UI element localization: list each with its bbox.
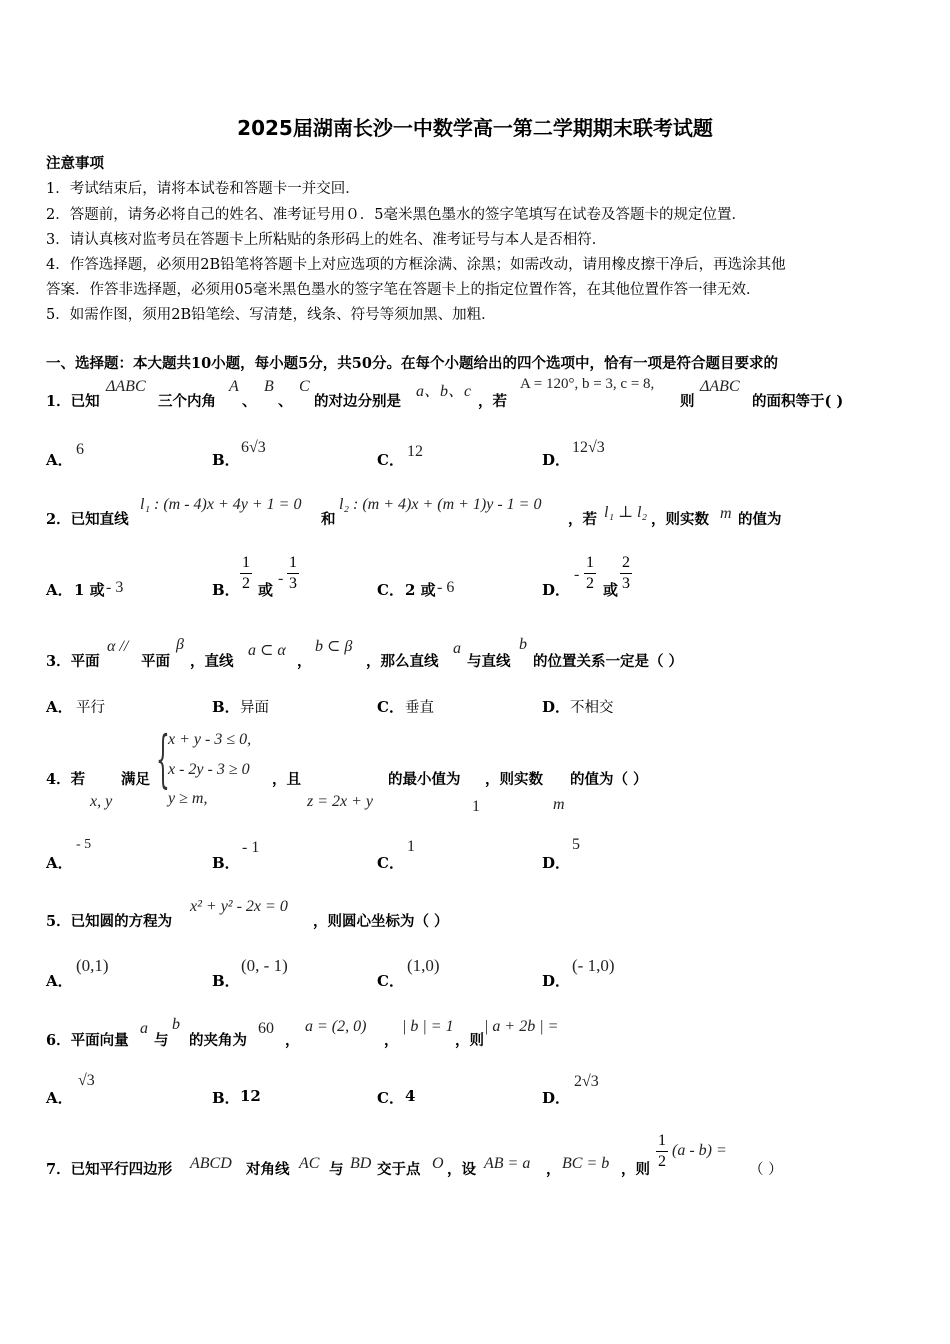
q3-math: b ⊂ β (315, 638, 353, 655)
q7-math: BC = b (562, 1155, 610, 1172)
option-text: 1 或 (74, 581, 105, 599)
option-label[interactable]: A． (46, 581, 73, 599)
q7-math: O (432, 1155, 444, 1172)
option-label[interactable]: C． (377, 581, 404, 599)
q6-text: 6．平面向量 (46, 1032, 129, 1049)
q3-math: b (519, 636, 527, 653)
option-value: 平行 (76, 700, 105, 716)
q1-text: ，若 (478, 393, 507, 410)
q4-text: 的值为（ ） (570, 771, 648, 788)
option-label[interactable]: A． (46, 854, 73, 872)
q7-text: 7．已知平行四边形 (46, 1161, 173, 1178)
q2-line1: l₁ : (m - 4)x + 4y + 1 = 0 (140, 496, 302, 513)
q4-z: z = 2x + y (307, 793, 374, 810)
option-label[interactable]: B． (212, 1089, 240, 1107)
q7-math: AC (299, 1155, 320, 1172)
q6-angle: 60 (258, 1020, 274, 1037)
option-value: (0,1) (76, 956, 109, 975)
option-value: 6 (76, 441, 84, 458)
q1-text: 的对边分别是 (314, 393, 401, 410)
q7-text: 与 (329, 1161, 344, 1178)
option-label[interactable]: C． (377, 698, 404, 716)
option-label[interactable]: C． (377, 451, 404, 469)
q6-text: ， (285, 1032, 300, 1049)
q1-condition: A = 120°, b = 3, c = 8, (520, 376, 655, 392)
q7-text: 交于点 (377, 1161, 421, 1178)
q1-text: 、 (242, 393, 257, 410)
q6-text: 与 (154, 1032, 169, 1049)
option-value: - 1 (242, 839, 260, 856)
option-value: - 6 (437, 579, 455, 596)
option-text: 或 (258, 581, 274, 599)
q1-math: ΔABC (700, 378, 740, 395)
option-value: 异面 (240, 700, 269, 716)
fraction: $\frac{1}{2}$ (586, 554, 594, 592)
q3-text: 3．平面 (46, 653, 100, 670)
option-value: 5 (572, 836, 580, 853)
fraction: $\frac{2}{3}$ (622, 554, 630, 592)
notice-item: 5．如需作图，须用2B铅笔绘、写清楚，线条、符号等须加黑、加粗． (46, 307, 496, 323)
q4-system-line: x + y - 3 ≤ 0, (168, 731, 252, 748)
option-label[interactable]: D． (542, 972, 571, 990)
option-label[interactable]: B． (212, 698, 240, 716)
option-label[interactable]: D． (542, 698, 571, 716)
q4-system-line: y ≥ m, (168, 790, 208, 807)
system-brace: { (156, 722, 170, 795)
fraction: $\frac{1}{2}$ (658, 1132, 666, 1170)
option-value: - 3 (106, 579, 124, 596)
q2-text: 和 (321, 511, 336, 528)
option-value: √3 (78, 1072, 95, 1089)
option-label[interactable]: B． (212, 972, 240, 990)
q4-text: ，则实数 (485, 771, 543, 788)
page-title: 2025届湖南长沙一中数学高一第二学期期末联考试题 (237, 116, 713, 140)
q4-text: ，且 (272, 771, 301, 788)
q1-text: 1．已知 (46, 393, 100, 410)
option-label[interactable]: A． (46, 451, 73, 469)
option-label[interactable]: C． (377, 854, 404, 872)
q7-expr: (a - b) = (672, 1142, 727, 1159)
option-text: 或 (603, 581, 619, 599)
q5-text: ，则圆心坐标为（ ） (313, 913, 449, 930)
option-value: 12 (407, 443, 423, 460)
q1-text: 的面积等于( ) (752, 393, 844, 410)
option-label[interactable]: B． (212, 854, 240, 872)
notice-item: 3．请认真核对监考员在答题卡上所粘贴的条形码上的姓名、准考证号与本人是否相符． (46, 232, 607, 248)
option-label[interactable]: C． (377, 972, 404, 990)
option-value: 垂直 (405, 700, 434, 716)
q1-math: a、b、c (416, 383, 472, 400)
option-value: 4 (405, 1087, 416, 1105)
notice-item: 4．作答选择题，必须用2B铅笔将答题卡上对应选项的方框涂满、涂黑；如需改动，请用橡皮擦干净后，再选涂其他 (46, 257, 786, 273)
q2-text: 的值为 (738, 511, 782, 528)
option-value: 1 (407, 838, 415, 855)
option-value: - 5 (76, 837, 92, 852)
option-label[interactable]: D． (542, 581, 571, 599)
option-value: 12√3 (572, 439, 605, 456)
q4-one: 1 (472, 798, 480, 815)
q6-math: | b | = 1 (402, 1018, 454, 1035)
q2-perp: l₁ ⊥ l₂ (604, 504, 648, 521)
q1-text: 、 (278, 393, 293, 410)
option-value: 6√3 (241, 439, 266, 456)
q2-m: m (720, 505, 732, 522)
notice-item: 1．考试结束后，请将本试卷和答题卡一并交回． (46, 181, 360, 197)
q6-math: a (140, 1020, 148, 1037)
minus: - (574, 566, 580, 583)
option-label[interactable]: A． (46, 1089, 73, 1107)
q7-math: AB = a (484, 1155, 531, 1172)
q1-math: A (229, 378, 239, 395)
q3-text: 与直线 (467, 653, 511, 670)
option-label[interactable]: C． (377, 1089, 404, 1107)
q1-math: C (299, 378, 310, 395)
option-label[interactable]: D． (542, 1089, 571, 1107)
q7-text: ， (546, 1161, 561, 1178)
q3-math: a ⊂ α (248, 642, 286, 659)
q3-text: ，直线 (190, 653, 234, 670)
option-value: (1,0) (407, 956, 440, 975)
q3-math: α // (107, 638, 129, 655)
q7-text: （ ） (749, 1162, 783, 1178)
minus: - (278, 570, 284, 587)
q4-text: 的最小值为 (388, 771, 461, 788)
q6-text: ，则 (455, 1032, 484, 1049)
q6-math: | a + 2b | = (484, 1018, 559, 1035)
q6-text: 的夹角为 (189, 1032, 247, 1049)
q3-text: ， (297, 653, 312, 670)
q4-text: 满足 (121, 771, 150, 788)
q4-m: m (553, 796, 565, 813)
q1-text: 三个内角 (158, 393, 216, 410)
option-value: (0, - 1) (241, 956, 288, 975)
option-label[interactable]: B． (212, 581, 240, 599)
option-value: 12 (240, 1087, 261, 1105)
q1-math: ΔABC (106, 378, 146, 395)
q7-math: BD (350, 1155, 372, 1172)
q5-text: 5．已知圆的方程为 (46, 913, 173, 930)
q3-text: 的位置关系一定是（ ） (533, 653, 684, 670)
q1-text: 则 (680, 393, 695, 410)
q5-equation: x² + y² - 2x = 0 (190, 898, 288, 915)
notice-heading: 注意事项 (46, 155, 104, 172)
q2-text: 2．已知直线 (46, 511, 129, 528)
q2-line2: l₂ : (m + 4)x + (m + 1)y - 1 = 0 (339, 496, 542, 513)
option-value: (- 1,0) (572, 956, 615, 975)
q7-text: ，设 (447, 1161, 476, 1178)
fraction: $\frac{1}{3}$ (289, 554, 297, 592)
option-label[interactable]: D． (542, 451, 571, 469)
q4-vars: x, y (90, 793, 113, 810)
option-label[interactable]: A． (46, 698, 73, 716)
option-value: 不相交 (570, 700, 614, 716)
q7-text: ，则 (621, 1161, 650, 1178)
q2-text: ，若 (568, 511, 597, 528)
option-label[interactable]: B． (212, 451, 240, 469)
q7-math: ABCD (190, 1155, 232, 1172)
fraction: $\frac{1}{2}$ (242, 554, 250, 592)
option-value: 2√3 (574, 1073, 599, 1090)
q4-text: 4．若 (46, 771, 86, 788)
q3-text: 平面 (141, 653, 170, 670)
notice-item: 2．答题前，请务必将自己的姓名、准考证号用０．5毫米黑色墨水的签字笔填写在试卷及答题卡的规定位置． (46, 207, 746, 223)
q6-math: b (172, 1016, 180, 1033)
q6-math: a = (2, 0) (305, 1018, 367, 1035)
q2-text: ，则实数 (651, 511, 709, 528)
option-label[interactable]: A． (46, 972, 73, 990)
q3-math: a (453, 640, 461, 657)
q7-text: 对角线 (246, 1161, 290, 1178)
section-heading: 一、选择题：本大题共10小题，每小题5分，共50分。在每个小题给出的四个选项中，恰有一项是符合题目要求的 (46, 355, 778, 372)
option-label[interactable]: D． (542, 854, 571, 872)
q6-text: ， (384, 1032, 399, 1049)
q1-math: B (264, 378, 274, 395)
q4-system-line: x - 2y - 3 ≥ 0 (168, 761, 250, 778)
q3-math: β (176, 636, 184, 653)
q3-text: ，那么直线 (366, 653, 439, 670)
option-text: 2 或 (405, 581, 436, 599)
notice-item: 答案．作答非选择题，必须用05毫米黑色墨水的签字笔在答题卡上的指定位置作答，在其他位置作答一律无效． (46, 282, 761, 298)
